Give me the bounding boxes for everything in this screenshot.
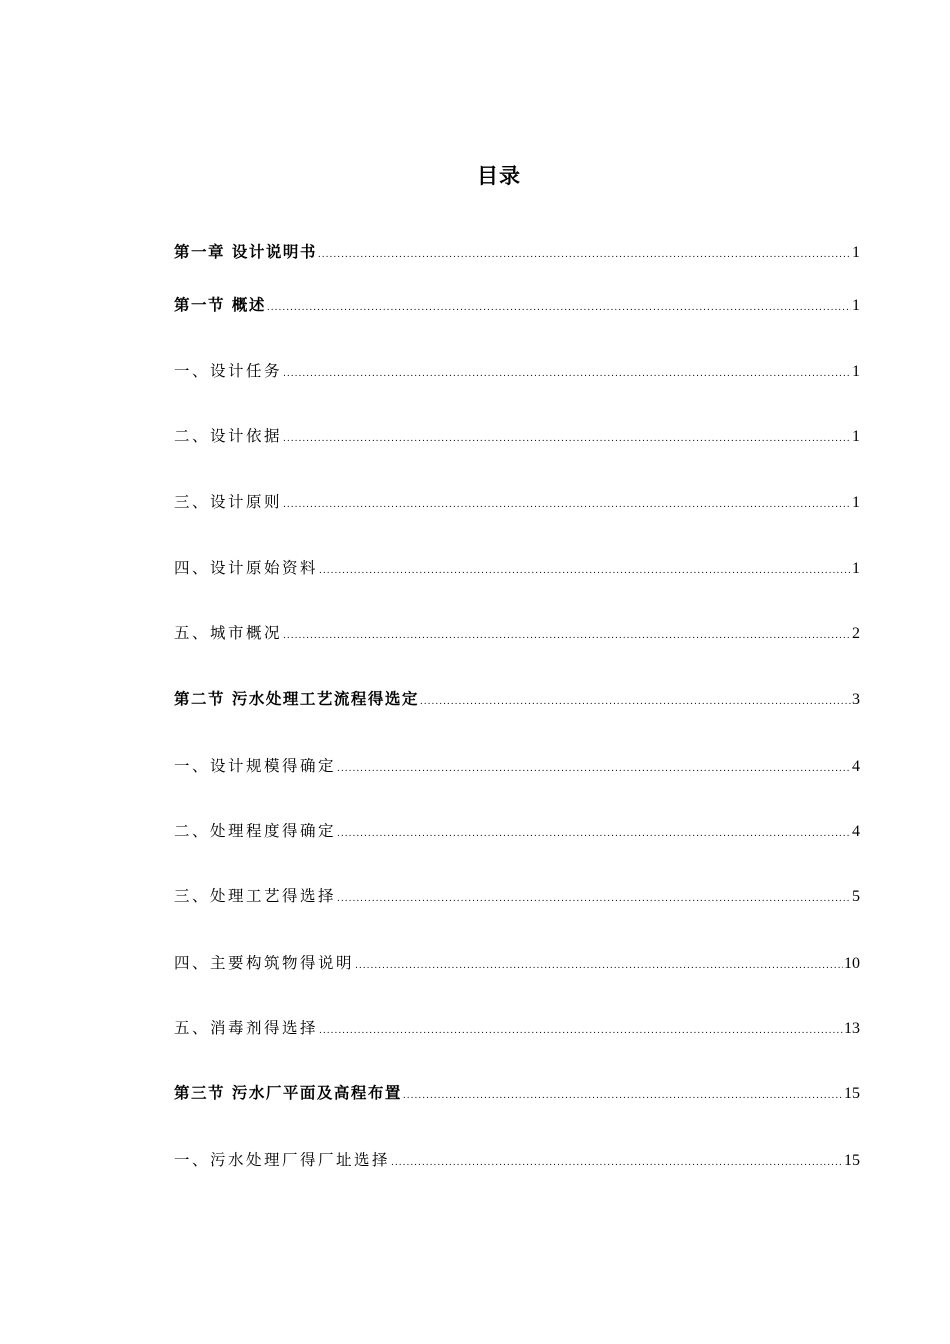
toc-entry-city-overview[interactable]	[174, 623, 860, 646]
toc-page-number: 10	[844, 955, 860, 972]
toc-entry-label: 四、设计原始资料	[174, 559, 319, 577]
toc-entry-label: 四、主要构筑物得说明	[174, 954, 355, 972]
toc-page-number: 1	[852, 560, 860, 577]
toc-leader-dots	[319, 1021, 843, 1041]
toc-entry-design-basis[interactable]	[174, 426, 860, 449]
toc-leader-dots	[283, 364, 851, 384]
toc-entry-label: 三、处理工艺得选择	[174, 887, 337, 905]
toc-leader-dots	[391, 1153, 843, 1173]
toc-entry-section-1[interactable]	[174, 295, 860, 318]
toc-entry-design-scale[interactable]	[174, 756, 860, 779]
toc-entry-label: 三、设计原则	[174, 493, 283, 511]
toc-entry-chapter-1[interactable]	[174, 242, 860, 265]
toc-entry-label: 第三节 污水厂平面及高程布置	[174, 1084, 402, 1102]
toc-leader-dots	[403, 1086, 843, 1106]
toc-page-number: 13	[844, 1020, 860, 1037]
toc-entry-label: 一、污水处理厂得厂址选择	[174, 1151, 391, 1169]
toc-entry-design-principles[interactable]	[174, 492, 860, 515]
toc-leader-dots	[267, 298, 851, 318]
toc-entry-section-2[interactable]	[174, 689, 860, 712]
toc-page-number: 1	[852, 297, 860, 314]
toc-leader-dots	[283, 626, 851, 646]
toc-entry-label: 第一节 概述	[174, 296, 266, 314]
toc-page-number: 5	[852, 888, 860, 905]
toc-title: 目录	[477, 164, 521, 188]
toc-leader-dots	[319, 561, 851, 581]
toc-entry-label: 五、消毒剂得选择	[174, 1019, 319, 1037]
toc-leader-dots	[337, 824, 851, 844]
toc-page-number: 1	[852, 494, 860, 511]
toc-page-number: 1	[852, 244, 860, 261]
toc-leader-dots	[283, 429, 851, 449]
toc-entry-label: 二、设计依据	[174, 427, 283, 445]
toc-entry-label: 第二节 污水处理工艺流程得选定	[174, 690, 419, 708]
toc-page-number: 4	[852, 823, 860, 840]
toc-leader-dots	[318, 245, 851, 265]
toc-leader-dots	[420, 692, 851, 712]
toc-page-number: 15	[844, 1152, 860, 1169]
toc-entry-original-data[interactable]	[174, 558, 860, 581]
toc-entry-site-selection[interactable]	[174, 1150, 860, 1173]
toc-page-number: 2	[852, 625, 860, 642]
toc-page-number: 1	[852, 428, 860, 445]
toc-entry-section-3[interactable]	[174, 1083, 860, 1106]
toc-page-number: 1	[852, 363, 860, 380]
toc-entry-main-structures[interactable]	[174, 953, 860, 976]
toc-entry-design-task[interactable]	[174, 361, 860, 384]
toc-entry-label: 一、设计任务	[174, 362, 283, 380]
toc-leader-dots	[337, 889, 851, 909]
toc-entry-label: 第一章 设计说明书	[174, 243, 317, 261]
toc-entry-label: 一、设计规模得确定	[174, 757, 337, 775]
toc-entry-treatment-degree[interactable]	[174, 821, 860, 844]
toc-leader-dots	[337, 759, 851, 779]
toc-entry-label: 五、城市概况	[174, 624, 283, 642]
toc-page-number: 4	[852, 758, 860, 775]
toc-leader-dots	[283, 495, 851, 515]
toc-page-number: 3	[852, 691, 860, 708]
toc-entry-disinfectant[interactable]	[174, 1018, 860, 1041]
toc-page-number: 15	[844, 1085, 860, 1102]
toc-entry-label: 二、处理程度得确定	[174, 822, 337, 840]
toc-leader-dots	[355, 956, 843, 976]
toc-entry-process-selection[interactable]	[174, 886, 860, 909]
